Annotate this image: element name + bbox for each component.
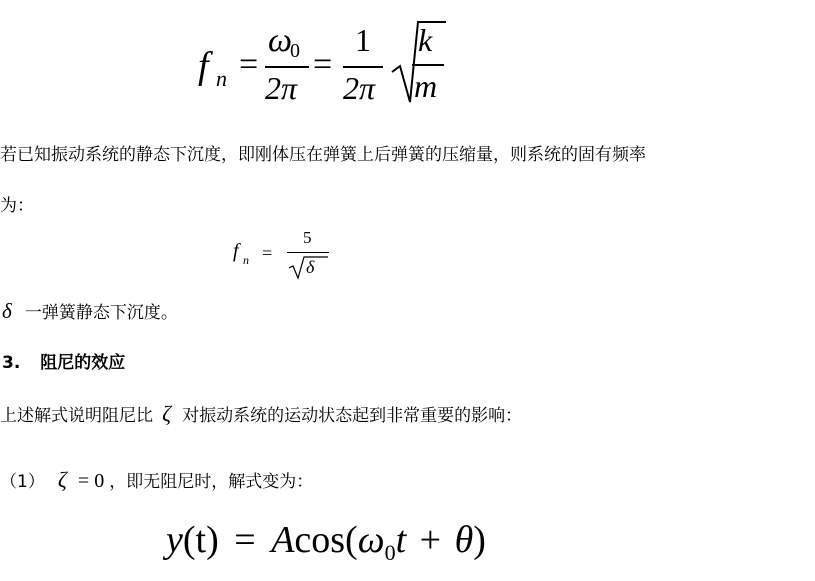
section-number: 3. [2,353,21,373]
formula3-t: t [395,519,407,561]
formula1-omega-sub: 0 [290,40,300,62]
section-heading [2,348,125,373]
formula1-fraction-bar-1 [265,66,309,68]
item-undamped [0,467,313,493]
item-1-text: ，即无阻尼时，解式变为： [109,472,314,492]
formula1-f: f [198,45,209,87]
formula1-omega: ω [268,22,293,59]
formula1-fraction-bar-2 [343,66,383,68]
paragraph-1-line-1: 若已知振动系统的静态下沉度，即刚体压在弹簧上后弹簧的压缩量，则系统的固有频率 [0,145,646,165]
formula2-numerator: 5 [303,228,312,247]
formula2-eq: = [262,243,273,263]
item-1-condition: = 0 [77,470,105,492]
formula3-omega: ω [357,519,385,561]
formula3-plus: + [419,519,442,561]
item-1-label: （1） [0,472,45,492]
paragraph-2-zeta: ζ [162,401,171,426]
formula1-eq1: = [239,46,259,83]
formula1-two-pi-1: 2π [265,70,298,106]
section-title: 阻尼的效应 [40,353,126,373]
formula2-fraction-bar [287,252,329,253]
formula1-f-sub: n [216,66,227,91]
formula1-eq2: = [313,46,333,83]
formula3-A: A [271,519,295,561]
formula1-two-pi-2: 2π [343,70,376,106]
formula3-eq: = [234,519,256,561]
formula1-k: k [418,22,433,58]
formula2-f: f [233,240,239,262]
delta-symbol: δ [2,299,12,323]
paragraph-2-before: 上述解式说明阻尼比 [0,406,153,426]
paragraph-1-line-2: 为： [0,196,34,216]
formula2-delta: δ [306,257,315,277]
formula1-m: m [414,68,438,104]
formula1-fraction-bar-3 [412,64,444,66]
formula1-one: 1 [355,22,371,58]
formula3-close: ) [473,519,486,561]
formula3-paren-t: (t) [182,519,219,561]
delta-definition-text: 一弹簧静态下沉度。 [24,303,178,323]
formula3-cos: cos( [294,519,358,561]
formula2-f-sub: n [243,253,249,267]
formula3-y: y [166,519,183,561]
formula-undamped-solution [166,518,486,566]
item-1-zeta: ζ [57,467,67,492]
delta-definition [2,298,178,324]
formula3-theta: θ [454,519,474,561]
paragraph-static-deflection [0,140,815,165]
paragraph-damping-ratio [0,401,522,427]
paragraph-2-after: 对振动系统的运动状态起到非常重要的影响： [182,406,523,426]
formula3-omega-sub: 0 [384,540,396,565]
